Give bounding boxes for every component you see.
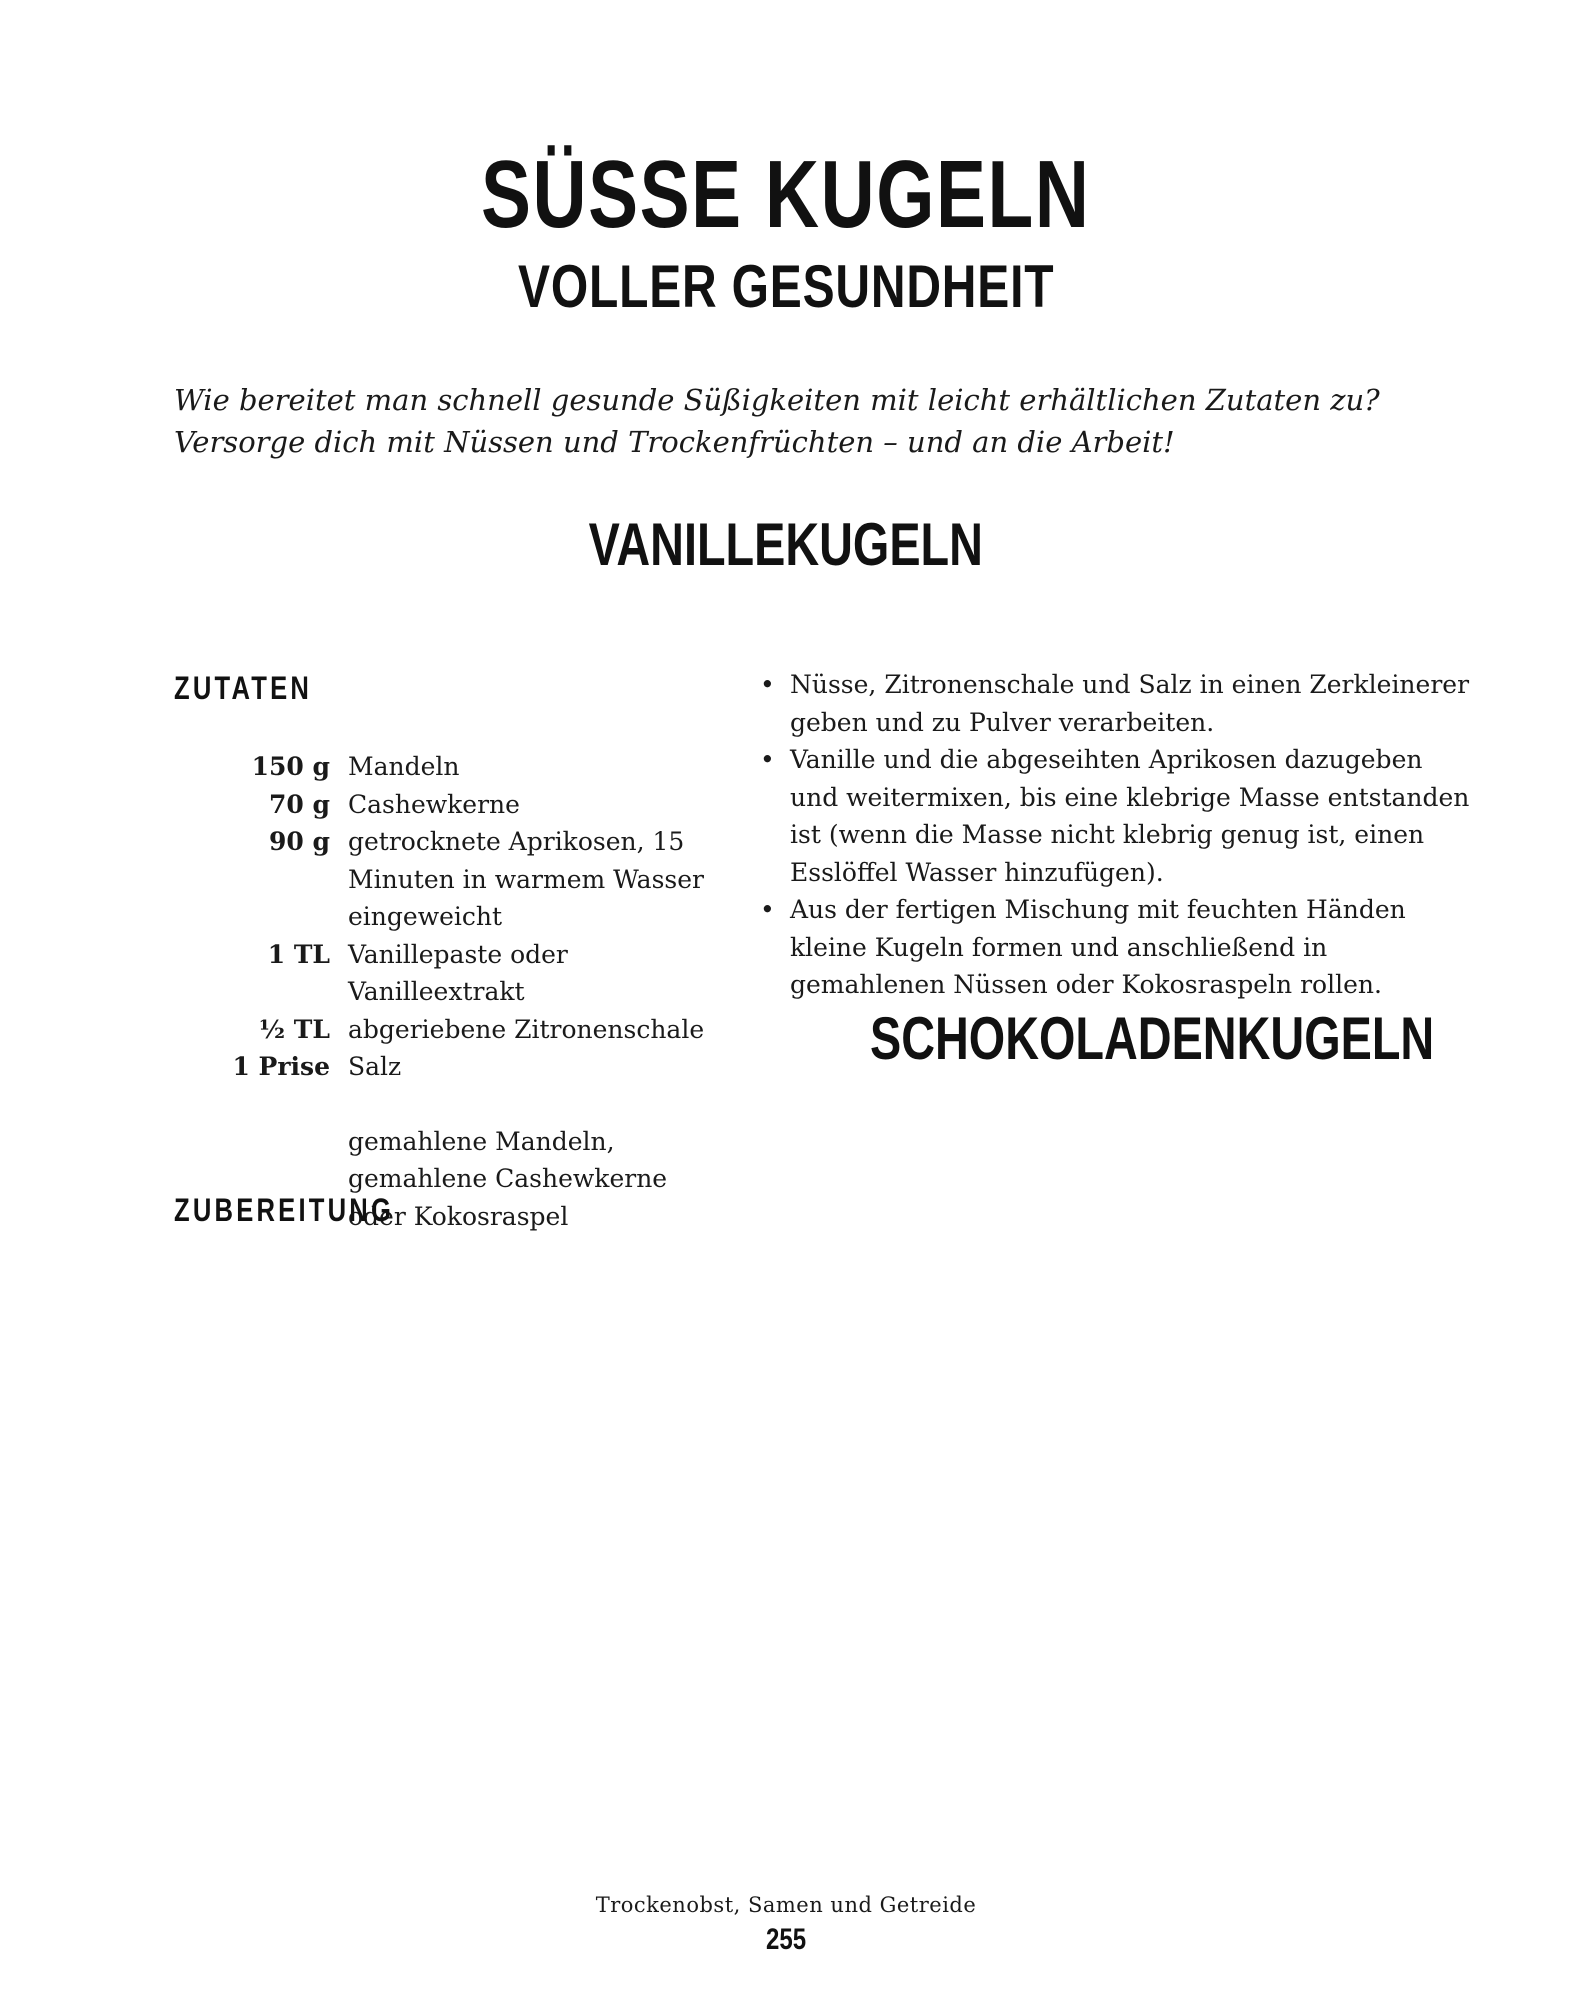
bullet-icon: • bbox=[760, 895, 775, 924]
step-item: • Vanille und die abgeseihten Aprikosen dazugeben und weitermixen, bis eine klebrige Masse entstanden ist (wenn die Masse nicht klebrig genug ist, einen Esslöffel Wasser hinzufügen). bbox=[754, 741, 1474, 891]
ingredient-row bbox=[174, 936, 724, 1011]
coating-ingredient: gemahlene Mandeln, gemahlene Cashewkerne oder Kokosraspel bbox=[348, 1126, 668, 1231]
ingredient-row bbox=[174, 748, 724, 786]
ingredient-row bbox=[174, 1011, 724, 1049]
ingredients-list bbox=[174, 748, 724, 1235]
ingredient-quantity: ½ TL bbox=[259, 1014, 330, 1044]
recipe-title-vanillekugeln: VANILLEKUGELN bbox=[588, 511, 984, 578]
ingredient-row bbox=[174, 823, 724, 936]
ingredient-quantity: 150 g bbox=[251, 752, 330, 781]
preparation-heading: ZUBEREITUNG bbox=[174, 1192, 395, 1228]
page-number: 255 bbox=[765, 1923, 807, 1956]
ingredient-quantity: 1 TL bbox=[267, 939, 330, 969]
recipe-title-schokoladenkugeln: SCHOKOLADENKUGELN bbox=[870, 1005, 1435, 1072]
ingredient-quantity: 90 g bbox=[269, 827, 330, 856]
chapter-footer: Trockenobst, Samen und Getreide bbox=[595, 1893, 977, 1917]
page-subtitle: VOLLER GESUNDHEIT bbox=[517, 253, 1055, 320]
intro-paragraph: Wie bereitet man schnell gesunde Süßigkeiten mit leicht erhältlichen Zutaten zu? Versorge dich mit Nüssen und Trockenfrüchten – und an die Arbeit! bbox=[174, 383, 1380, 459]
ingredients-heading: ZUTATEN bbox=[174, 670, 313, 706]
ingredient-row bbox=[174, 786, 724, 824]
page-title: SÜSSE KUGELN bbox=[481, 141, 1091, 248]
ingredient-quantity: 1 Prise bbox=[232, 1052, 330, 1081]
ingredient-name: getrocknete Aprikosen, 15 Minuten in warmem Wasser eingeweicht bbox=[348, 827, 704, 931]
step-item: • Aus der fertigen Mischung mit feuchten Händen kleine Kugeln formen und anschließend in gemahlenen Nüssen oder Kokosraspeln rollen. bbox=[754, 891, 1474, 1004]
ingredient-name: Vanillepaste oder Vanilleextrakt bbox=[348, 939, 568, 1006]
ingredient-name: Cashewkerne bbox=[348, 789, 520, 819]
bullet-icon: • bbox=[760, 670, 775, 699]
ingredient-row bbox=[174, 1048, 724, 1086]
bullet-icon: • bbox=[760, 745, 775, 774]
preparation-steps bbox=[754, 666, 1474, 1004]
ingredient-quantity: 70 g bbox=[269, 789, 330, 819]
step-item: • Nüsse, Zitronenschale und Salz in einen Zerkleinerer geben und zu Pulver verarbeiten. bbox=[754, 666, 1474, 741]
ingredient-name: Salz bbox=[348, 1052, 402, 1081]
ingredient-name: Mandeln bbox=[348, 752, 460, 781]
ingredient-name: abgeriebene Zitronenschale bbox=[348, 1014, 705, 1044]
